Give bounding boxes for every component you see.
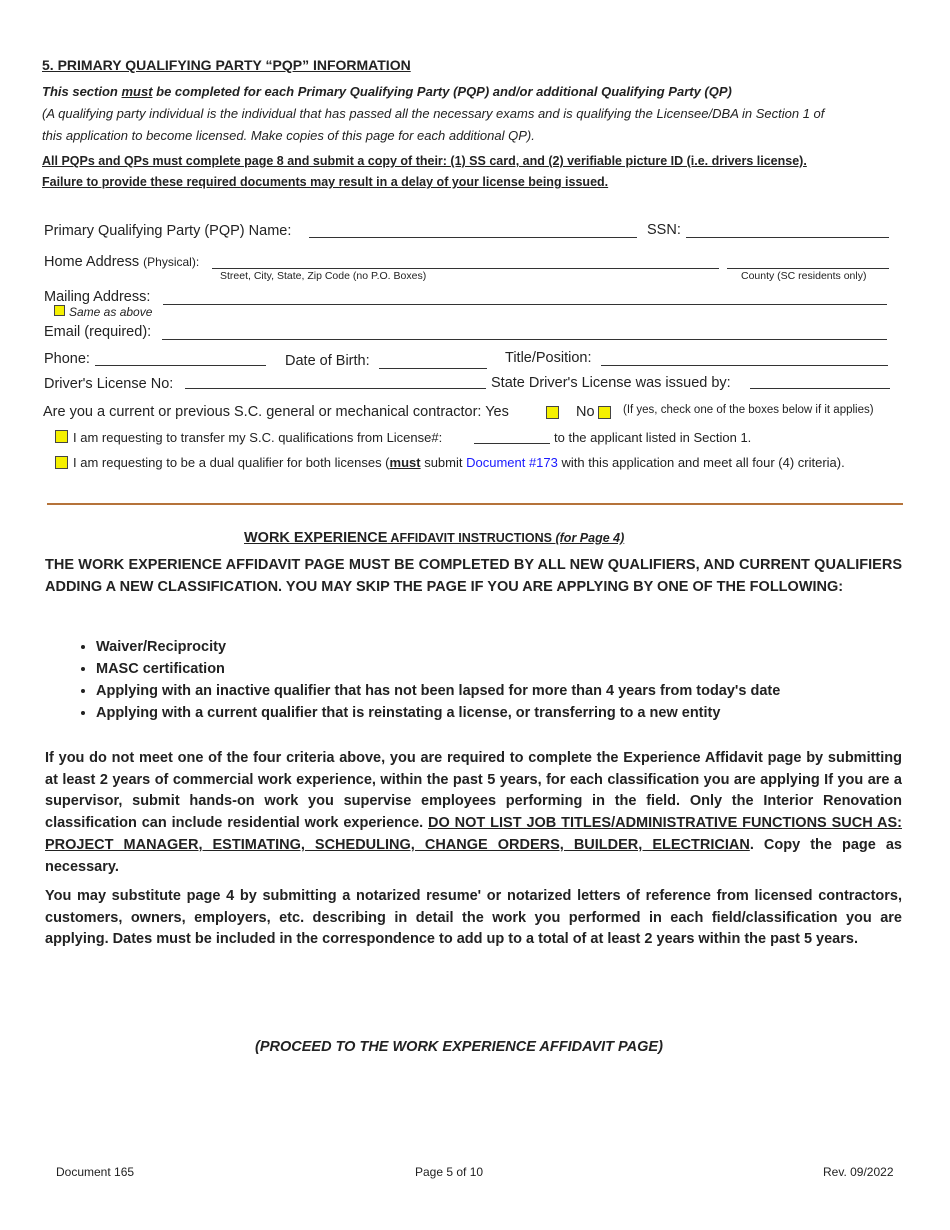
phone-label: Phone: <box>44 351 90 367</box>
list-item: • Applying with a current qualifier that is reinstating a license, or transferring to a new entity <box>96 702 780 724</box>
contractor-note: (If yes, check one of the boxes below if it applies) <box>623 404 874 416</box>
section-title: 5. PRIMARY QUALIFYING PARTY “PQP” INFORMATION <box>42 57 411 73</box>
dual-qualifier-label: I am requesting to be a dual qualifier for both licenses (must submit Document #173 with this application and meet all four (4) criteria). <box>73 455 845 470</box>
pqp-name-label: Primary Qualifying Party (PQP) Name: <box>44 223 292 239</box>
county-hint: County (SC residents only) <box>741 270 867 282</box>
transfer-license-field[interactable] <box>474 443 550 444</box>
transfer-label: I am requesting to transfer my S.C. qualifications from License#: <box>73 430 443 445</box>
required-docs-line-2: Failure to provide these required documents may result in a delay of your license being issued. <box>42 175 609 189</box>
dl-label: Driver's License No: <box>44 376 174 392</box>
contractor-yes-checkbox[interactable] <box>546 406 559 419</box>
list-item: • Waiver/Reciprocity <box>96 636 780 658</box>
section-note-line-2: this application to become licensed. Make copies of this page for each additional QP). <box>42 128 535 143</box>
exemption-list <box>56 636 780 724</box>
document-173-link[interactable]: Document #173 <box>466 455 558 470</box>
ssn-label: SSN: <box>647 222 681 238</box>
pqp-name-field[interactable] <box>309 237 637 238</box>
same-as-above-label: Same as above <box>69 305 153 319</box>
address-hint: Street, City, State, Zip Code (no P.O. Boxes) <box>220 270 427 282</box>
section-divider <box>47 503 903 505</box>
section-note-line-1: (A qualifying party individual is the individual that has passed all the necessary exams and is qualifying the Licensee/DBA in Section 1 of <box>42 106 825 121</box>
instructions-heading: WORK EXPERIENCE AFFIDAVIT INSTRUCTIONS (for Page 4) <box>244 530 625 546</box>
list-item: • MASC certification <box>96 658 780 680</box>
email-label: Email (required): <box>44 324 152 340</box>
mailing-address-field[interactable] <box>163 304 887 305</box>
dl-state-label: State Driver's License was issued by: <box>491 375 731 391</box>
same-as-above-checkbox[interactable] <box>54 305 65 316</box>
footer-page-number: Page 5 of 10 <box>415 1165 484 1179</box>
contractor-question: Are you a current or previous S.C. general or mechanical contractor: Yes <box>43 404 509 420</box>
contractor-no-checkbox[interactable] <box>598 406 611 419</box>
required-docs-line-1: All PQPs and QPs must complete page 8 and submit a copy of their: (1) SS card, and (2) verifiable picture ID (i.e. drivers license). <box>42 154 807 168</box>
title-field[interactable] <box>601 365 888 366</box>
home-address-field[interactable] <box>212 268 719 269</box>
dl-state-field[interactable] <box>750 388 890 389</box>
experience-paragraph: If you do not meet one of the four criteria above, you are required to complete the Experience Affidavit page by submitting at least 2 years of commercial work experience, within the past 5 years, for each classification you are applying If you are a supervisor, submit hands-on work you supervise employees performing in the field. Only the Interior Renovation classification can include residential work experience. DO NOT LIST JOB TITLES/ADMINISTRATIVE FUNCTIONS SUCH AS: PROJECT MANAGER, ESTIMATING, SCHEDULING, CHANGE ORDERS, BUILDER, ELECTRICIAN. Copy the page as necessary. <box>45 750 902 875</box>
home-address-label: Home Address (Physical): <box>44 254 200 270</box>
dob-field[interactable] <box>379 368 487 369</box>
email-field[interactable] <box>162 339 887 340</box>
dob-label: Date of Birth: <box>285 353 370 369</box>
list-item: • Applying with an inactive qualifier that has not been lapsed for more than 4 years from today's date <box>96 680 780 702</box>
footer-revision: Rev. 09/2022 <box>823 1165 894 1179</box>
transfer-label-end: to the applicant listed in Section 1. <box>554 430 752 445</box>
title-label: Title/Position: <box>505 350 592 366</box>
instructions-intro: THE WORK EXPERIENCE AFFIDAVIT PAGE MUST BE COMPLETED BY ALL NEW QUALIFIERS, AND CURRENT QUALIFIERS ADDING A NEW CLASSIFICATION. YOU MAY SKIP THE PAGE IF YOU ARE APPLYING BY ONE OF THE FOLLOWING: <box>45 557 902 595</box>
dual-qualifier-checkbox[interactable] <box>55 456 68 469</box>
contractor-no-label: No <box>576 404 595 420</box>
county-field[interactable] <box>727 268 889 269</box>
transfer-checkbox[interactable] <box>55 430 68 443</box>
footer-document: Document 165 <box>56 1165 135 1179</box>
phone-field[interactable] <box>95 365 266 366</box>
proceed-note: (PROCEED TO THE WORK EXPERIENCE AFFIDAVIT PAGE) <box>255 1039 663 1055</box>
substitute-paragraph: You may substitute page 4 by submitting a notarized resume' or notarized letters of reference from licensed contractors, customers, owners, employers, etc. describing in detail the work you performed in each field/classification you are applying. Dates must be included in the correspondence to add up to a total of at least 2 years within the past 5 years. <box>45 888 902 948</box>
ssn-field[interactable] <box>686 237 889 238</box>
dl-field[interactable] <box>185 388 486 389</box>
mailing-address-label: Mailing Address: <box>44 289 151 305</box>
section-instruction: This section must be completed for each Primary Qualifying Party (PQP) and/or additional Qualifying Party (QP) <box>42 84 732 99</box>
